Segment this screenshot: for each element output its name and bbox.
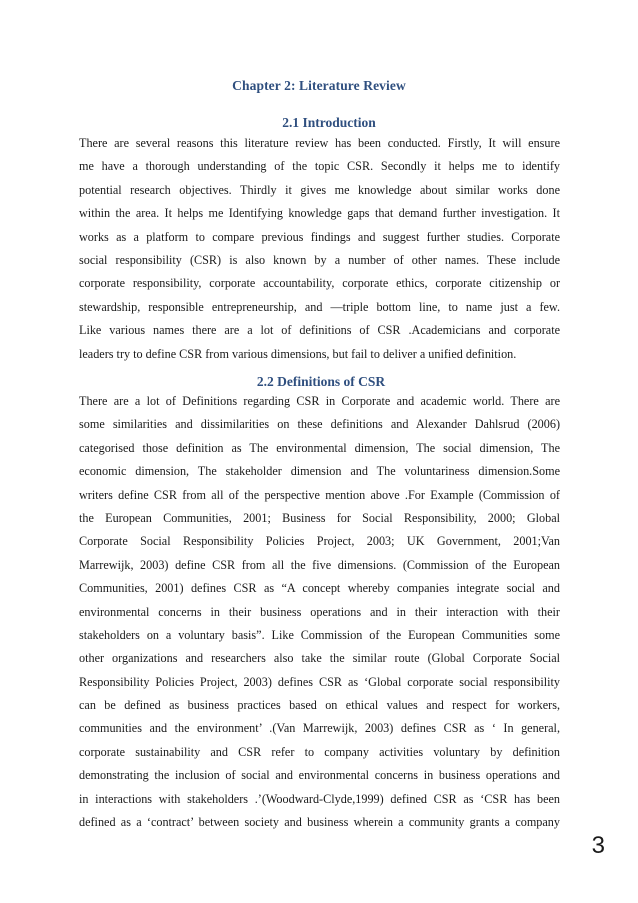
text-line: There are several reasons this literature review has been conducted. Firstly, It will ensure <box>79 136 560 150</box>
text-line: categorised those definition as The environmental dimension, The social dimension, The <box>79 440 560 455</box>
text-line: other organizations and researchers also take the similar route (Global Corporate Social <box>79 651 560 666</box>
text-line: in interactions with stakeholders .’(Woodward-Clyde,1999) defined CSR as ‘CSR has been <box>79 791 560 806</box>
text-line: communities and the environment’ .(Van Marrewijk, 2003) defines CSR as ‘ In general, <box>79 721 560 736</box>
text-line: economic dimension, The stakeholder dimension and The voluntariness dimension.Some <box>79 464 560 479</box>
page-number: 3 <box>591 832 605 859</box>
text-line: environmental concerns in their business operations and in their interaction with their <box>79 604 560 619</box>
text-line: social responsibility (CSR) is also known by a number of other names. These include <box>79 252 560 267</box>
text-line: Responsibility Policies Project, 2003) defines CSR as ‘Global corporate social responsibility <box>79 674 560 689</box>
text-line: defined as a ‘contract’ between society and business wherein a community grants a company <box>79 815 560 830</box>
text-line: the European Communities, 2001; Business for Social Responsibility, 2000; Global <box>79 510 560 525</box>
section-heading-introduction: 2.1 Introduction <box>282 115 376 130</box>
text-line: me have a thorough understanding of the topic CSR. Secondly it helps me to identify <box>79 159 560 174</box>
text-line: Marrewijk, 2003) define CSR from all the five dimensions. (Commission of the European <box>79 557 560 572</box>
text-line: stewardship, responsible entrepreneurship, and ―triple bottom line, to name just a few. <box>79 299 560 314</box>
text-line: some similarities and dissimilarities on these definitions and Alexander Dahlsrud (2006) <box>79 417 560 432</box>
text-line: There are a lot of Definitions regarding CSR in Corporate and academic world. There are <box>79 394 560 408</box>
text-line: Like various names there are a lot of definitions of CSR .Academicians and corporate <box>79 323 560 338</box>
text-line: demonstrating the inclusion of social and environmental concerns in business operations and <box>79 768 560 783</box>
text-line: Communities, 2001) defines CSR as “A concept whereby companies integrate social and <box>79 581 560 596</box>
text-line: within the area. It helps me Identifying knowledge gaps that demand further investigation. It <box>79 206 560 221</box>
introduction-paragraph <box>79 132 560 366</box>
text-line: Corporate Social Responsibility Policies Project, 2003; UK Government, 2001;Van <box>79 534 560 549</box>
section-heading-definitions: 2.2 Definitions of CSR <box>256 374 386 389</box>
text-line: corporate responsibility, corporate accountability, corporate ethics, corporate citizenship or <box>79 276 560 291</box>
text-line: leaders try to define CSR from various dimensions, but fail to deliver a unified definition. <box>79 346 517 361</box>
chapter-title: Chapter 2: Literature Review <box>232 78 406 93</box>
text-line: works as a platform to compare previous findings and suggest further studies. Corporate <box>79 229 560 244</box>
text-line: can be defined as business practices based on ethical values and respect for workers, <box>79 698 560 713</box>
text-line: corporate sustainability and CSR refer to company activities voluntary by definition <box>79 744 560 759</box>
text-line: stakeholders on a voluntary basis”. Like Commission of the European Communities some <box>79 627 560 642</box>
definitions-paragraph <box>79 390 560 834</box>
text-line: potential research objectives. Thirdly it gives me knowledge about similar works done <box>79 182 560 197</box>
text-line: writers define CSR from all of the perspective mention above .For Example (Commission of <box>79 487 560 502</box>
